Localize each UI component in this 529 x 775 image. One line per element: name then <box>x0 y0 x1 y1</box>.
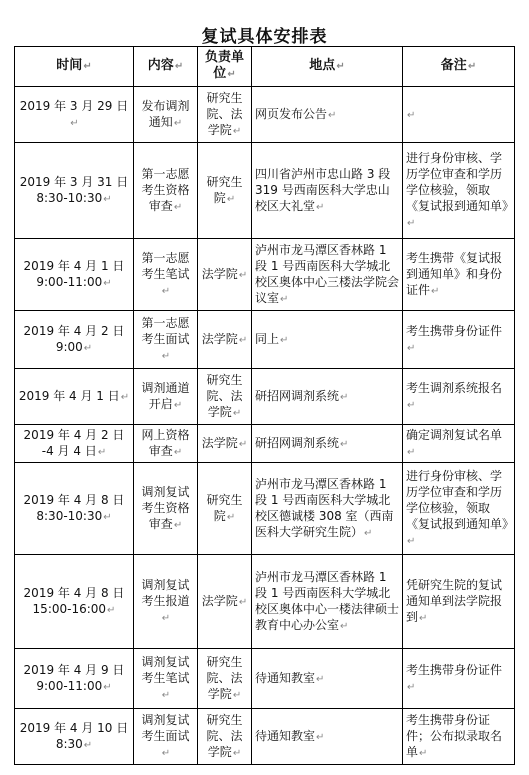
cell-time: 2019 年 4 月 8 日 8:30-10:30↵ <box>15 463 134 555</box>
table-row <box>15 425 515 463</box>
table-row <box>15 555 515 649</box>
cell-content: 发布调剂通知↵ <box>134 87 198 143</box>
cell-place: 四川省泸州市忠山路 3 段 319 号西南医科大学忠山校区大礼堂↵ <box>252 143 403 239</box>
cell-content: 调剂复试考生笔试↵ <box>134 649 198 709</box>
cell-time: 2019 年 4 月 1 日↵ <box>15 369 134 425</box>
cell-unit: 研究生院、法学院↵ <box>198 649 252 709</box>
cell-unit: 研究生院、法学院↵ <box>198 369 252 425</box>
table-row <box>15 709 515 765</box>
cell-place: 泸州市龙马潭区香林路 1 段 1 号西南医科大学城北校区德诚楼 308 室（西南医科大学研究生院）↵ <box>252 463 403 555</box>
cell-note: 确定调剂复试名单↵ <box>403 425 515 463</box>
table-row <box>15 369 515 425</box>
cell-content: 调剂复试考生报道↵ <box>134 555 198 649</box>
header-unit: 负责单位↵ <box>198 47 252 87</box>
header-content: 内容↵ <box>134 47 198 87</box>
cell-unit: 研究生院↵ <box>198 463 252 555</box>
cell-place: 研招网调剂系统↵ <box>252 369 403 425</box>
cell-note: ↵ <box>403 87 515 143</box>
cell-place: 研招网调剂系统↵ <box>252 425 403 463</box>
cell-note: 考生调剂系统报名↵ <box>403 369 515 425</box>
cell-place: 泸州市龙马潭区香林路 1 段 1 号西南医科大学城北校区奥体中心三楼法学院会议室↵ <box>252 239 403 311</box>
cell-unit: 研究生院、法学院↵ <box>198 87 252 143</box>
cell-unit: 法学院↵ <box>198 555 252 649</box>
cell-place: 泸州市龙马潭区香林路 1 段 1 号西南医科大学城北校区奥体中心一楼法律硕士教育中心办公室↵ <box>252 555 403 649</box>
cell-time: 2019 年 4 月 8 日 15:00-16:00↵ <box>15 555 134 649</box>
table-row <box>15 311 515 369</box>
table-row <box>15 649 515 709</box>
cell-note: 考生携带身份证件；公布拟录取名单↵ <box>403 709 515 765</box>
cell-unit: 法学院↵ <box>198 239 252 311</box>
cell-place: 网页发布公告↵ <box>252 87 403 143</box>
cell-content: 第一志愿考生资格审查↵ <box>134 143 198 239</box>
cell-place: 待通知教室↵ <box>252 649 403 709</box>
cell-unit: 研究生院↵ <box>198 143 252 239</box>
cell-content: 第一志愿考生面试↵ <box>134 311 198 369</box>
cell-note: 考生携带身份证件↵ <box>403 311 515 369</box>
cell-time: 2019 年 4 月 10 日 8:30↵ <box>15 709 134 765</box>
cell-time: 2019 年 4 月 1 日 9:00-11:00↵ <box>15 239 134 311</box>
cell-unit: 研究生院、法学院↵ <box>198 709 252 765</box>
page-title: 复试具体安排表 <box>201 27 328 47</box>
cell-unit: 法学院↵ <box>198 311 252 369</box>
cell-unit: 法学院↵ <box>198 425 252 463</box>
cell-place: 同上↵ <box>252 311 403 369</box>
table-row <box>15 463 515 555</box>
cell-content: 调剂复试考生面试↵ <box>134 709 198 765</box>
cell-time: 2019 年 4 月 2 日 -4 月 4 日↵ <box>15 425 134 463</box>
cell-time: 2019 年 3 月 29 日↵ <box>15 87 134 143</box>
cell-place: 待通知教室↵ <box>252 709 403 765</box>
cell-time: 2019 年 4 月 9 日 9:00-11:00↵ <box>15 649 134 709</box>
table-row <box>15 87 515 143</box>
cell-time: 2019 年 3 月 31 日 8:30-10:30↵ <box>15 143 134 239</box>
table-header-row <box>15 47 515 87</box>
cell-content: 调剂通道开启↵ <box>134 369 198 425</box>
cell-note: 考生携带《复试报到通知单》和身份证件↵ <box>403 239 515 311</box>
header-place: 地点↵ <box>252 47 403 87</box>
cell-content: 第一志愿考生笔试↵ <box>134 239 198 311</box>
cell-note: 进行身份审核、学历学位审查和学历学位核验，领取《复试报到通知单》↵ <box>403 143 515 239</box>
cell-content: 调剂复试考生资格审查↵ <box>134 463 198 555</box>
header-time: 时间↵ <box>15 47 134 87</box>
cell-time: 2019 年 4 月 2 日 9:00↵ <box>15 311 134 369</box>
cell-note: 进行身份审核、学历学位审查和学历学位核验，领取《复试报到通知单》↵ <box>403 463 515 555</box>
table-row <box>15 239 515 311</box>
header-note: 备注↵ <box>403 47 515 87</box>
cell-note: 凭研究生院的复试通知单到法学院报到↵ <box>403 555 515 649</box>
cell-content: 网上资格审查↵ <box>134 425 198 463</box>
cell-note: 考生携带身份证件↵ <box>403 649 515 709</box>
schedule-table <box>14 46 515 765</box>
table-row <box>15 143 515 239</box>
